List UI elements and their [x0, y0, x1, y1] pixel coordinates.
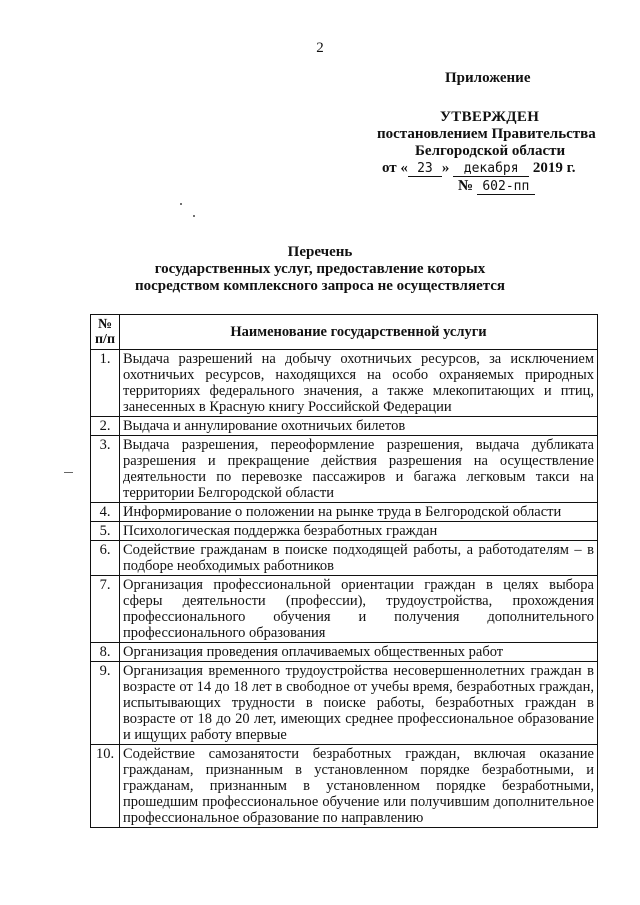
date-day: 23 — [408, 161, 442, 177]
service-name: Психологическая поддержка безработных граждан — [120, 522, 598, 541]
table-row — [91, 662, 598, 745]
row-number: 2. — [91, 417, 120, 436]
service-name: Информирование о положении на рынке труда в Белгородской области — [120, 503, 598, 522]
title-line-2: государственных услуг, предоставление которых — [154, 261, 486, 277]
approval-date — [382, 160, 576, 177]
number-value: 602-пп — [477, 179, 535, 195]
service-name: Выдача разрешений на добычу охотничьих ресурсов, за исключением охотничьих ресурсов, находящихся на особо охраняемых природных территориях федерального значения, а также млекопитающих и птиц, занесенных в Красную книгу Российской Федерации — [120, 350, 598, 417]
table-row — [91, 350, 598, 417]
table-body — [91, 350, 598, 828]
service-name: Выдача разрешения, переоформление разрешения, выдача дубликата разрешения и прекращение действия разрешения на осуществление деятельности по перевозке пассажиров и багажа легковым такси на территории Белгородской области — [120, 436, 598, 503]
table-row — [91, 503, 598, 522]
scan-mark — [64, 472, 73, 473]
date-year: 2019 г. — [532, 160, 576, 176]
service-name: Выдача и аннулирование охотничьих билетов — [120, 417, 598, 436]
column-header-number: № п/п — [91, 315, 120, 350]
row-number: 6. — [91, 541, 120, 576]
page-number: 2 — [316, 40, 324, 56]
table-row — [91, 643, 598, 662]
table-row — [91, 522, 598, 541]
scan-speck — [193, 215, 195, 217]
table-row — [91, 541, 598, 576]
services-table — [90, 314, 598, 828]
title-line-3: посредством комплексного запроса не осуществляется — [134, 278, 506, 294]
service-name: Содействие гражданам в поиске подходящей работы, а работодателям – в подборе необходимых работников — [120, 541, 598, 576]
table-row — [91, 745, 598, 828]
approval-line-government: постановлением Правительства — [377, 126, 596, 142]
service-name: Содействие самозанятости безработных граждан, включая оказание гражданам, признанным в установленном порядке безработными, и гражданам, признанным в установленном порядке безработными, прошедшим профессиональное обучение или получившим дополнительное профессиональное образование по направлению — [120, 745, 598, 828]
appendix-label: Приложение — [445, 70, 531, 86]
row-number: 4. — [91, 503, 120, 522]
document-title — [0, 244, 640, 295]
approval-line-region: Белгородской области — [415, 143, 566, 159]
approval-number — [458, 178, 535, 195]
title-line-1: Перечень — [287, 244, 353, 260]
number-prefix: № — [458, 178, 474, 194]
row-number: 7. — [91, 576, 120, 643]
service-name: Организация профессиональной ориентации граждан в целях выбора сферы деятельности (профессии), трудоустройства, прохождения профессионального обучения и получения дополнительного профессионального образования — [120, 576, 598, 643]
row-number: 9. — [91, 662, 120, 745]
table-row — [91, 576, 598, 643]
column-header-name: Наименование государственной услуги — [120, 315, 598, 350]
row-number: 10. — [91, 745, 120, 828]
row-number: 1. — [91, 350, 120, 417]
approved-label: УТВЕРЖДЕН — [440, 109, 540, 125]
date-mid: » — [441, 160, 450, 176]
row-number: 5. — [91, 522, 120, 541]
row-number: 3. — [91, 436, 120, 503]
service-name: Организация временного трудоустройства несовершеннолетних граждан в возрасте от 14 до 18 лет в свободное от учебы время, безработных граждан, испытывающих трудности в поиске работы, безработных граждан в возрасте от 18 до 20 лет, имеющих среднее профессиональное образование и ищущих работу впервые — [120, 662, 598, 745]
date-prefix: от « — [382, 160, 408, 176]
row-number: 8. — [91, 643, 120, 662]
date-month: декабря — [453, 161, 529, 177]
service-name: Организация проведения оплачиваемых общественных работ — [120, 643, 598, 662]
table-row — [91, 436, 598, 503]
scan-speck — [180, 203, 182, 205]
table-header-row — [91, 315, 598, 350]
table-row — [91, 417, 598, 436]
